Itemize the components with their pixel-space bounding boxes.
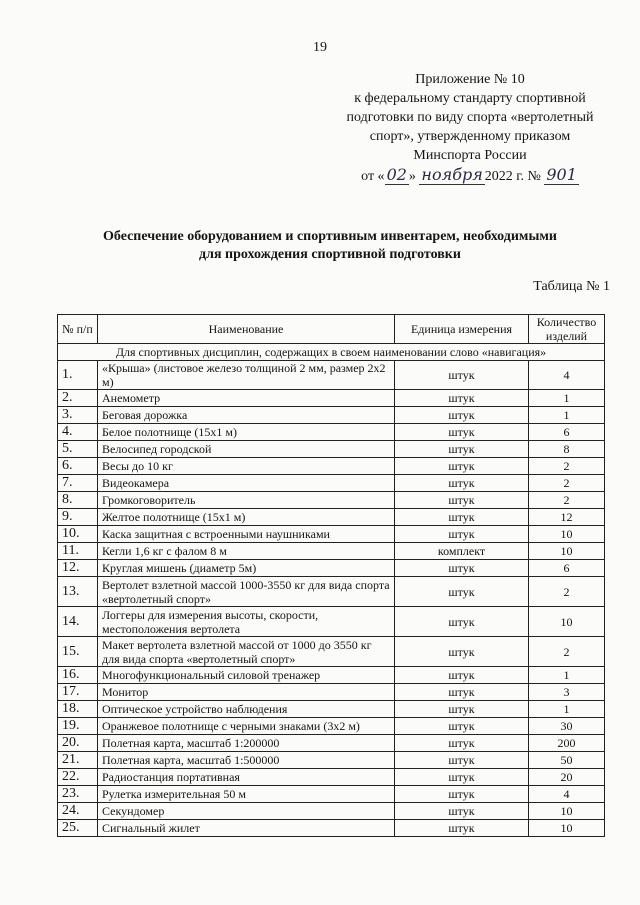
row-unit: штук <box>395 526 529 543</box>
order-mid: » <box>408 169 416 184</box>
row-number: 22. <box>58 769 98 786</box>
row-number: 13. <box>58 577 98 607</box>
table-row <box>58 475 605 492</box>
row-unit: штук <box>395 820 529 837</box>
row-name: Сигнальный жилет <box>98 820 395 837</box>
row-number: 19. <box>58 718 98 735</box>
table-row <box>58 390 605 407</box>
row-unit: штук <box>395 786 529 803</box>
row-name: Каска защитная с встроенными наушниками <box>98 526 395 543</box>
row-quantity: 200 <box>529 735 605 752</box>
row-quantity: 12 <box>529 509 605 526</box>
row-number: 16. <box>58 667 98 684</box>
order-line <box>320 165 620 186</box>
table-row <box>58 407 605 424</box>
row-name: Логгеры для измерения высоты, скорости, местоположения вертолета <box>98 607 395 637</box>
row-quantity: 2 <box>529 458 605 475</box>
row-number: 1. <box>58 361 98 390</box>
row-name: Анемометр <box>98 390 395 407</box>
table-header-row <box>58 315 605 344</box>
row-number: 8. <box>58 492 98 509</box>
row-unit: штук <box>395 735 529 752</box>
row-number: 17. <box>58 684 98 701</box>
row-number: 6. <box>58 458 98 475</box>
row-number: 3. <box>58 407 98 424</box>
row-quantity: 10 <box>529 543 605 560</box>
row-unit: штук <box>395 458 529 475</box>
row-unit: штук <box>395 509 529 526</box>
table-row <box>58 701 605 718</box>
row-number: 25. <box>58 820 98 837</box>
row-unit: штук <box>395 803 529 820</box>
title-line: Обеспечение оборудованием и спортивным инвентарем, необходимыми <box>103 229 557 244</box>
row-quantity: 20 <box>529 769 605 786</box>
row-name: Видеокамера <box>98 475 395 492</box>
header-qty: Количество изделий <box>529 315 605 344</box>
table-row <box>58 752 605 769</box>
table-row <box>58 684 605 701</box>
table-label: Таблица № 1 <box>533 279 610 294</box>
table-row <box>58 492 605 509</box>
row-unit: штук <box>395 361 529 390</box>
row-name: Велосипед городской <box>98 441 395 458</box>
appendix-line: к федеральному стандарту спортивной <box>354 91 586 106</box>
table-row <box>58 361 605 390</box>
order-prefix: от « <box>361 169 385 184</box>
header-unit: Единица измерения <box>395 315 529 344</box>
row-number: 4. <box>58 424 98 441</box>
table-row <box>58 667 605 684</box>
order-year: 2022 г. № <box>484 169 541 184</box>
header-name: Наименование <box>98 315 395 344</box>
row-number: 14. <box>58 607 98 637</box>
row-name: Кегли 1,6 кг с фалом 8 м <box>98 543 395 560</box>
row-name: Оранжевое полотнище с черными знаками (3x2 м) <box>98 718 395 735</box>
row-unit: штук <box>395 390 529 407</box>
row-unit: штук <box>395 407 529 424</box>
row-unit: штук <box>395 577 529 607</box>
table-row <box>58 424 605 441</box>
row-name: Монитор <box>98 684 395 701</box>
row-quantity: 2 <box>529 492 605 509</box>
row-number: 12. <box>58 560 98 577</box>
row-name: Оптическое устройство наблюдения <box>98 701 395 718</box>
title-line: для прохождения спортивной подготовки <box>199 247 461 262</box>
row-number: 21. <box>58 752 98 769</box>
row-number: 20. <box>58 735 98 752</box>
row-unit: штук <box>395 684 529 701</box>
page-number: 19 <box>313 40 327 55</box>
row-quantity: 10 <box>529 820 605 837</box>
table-row <box>58 820 605 837</box>
row-quantity: 6 <box>529 560 605 577</box>
row-unit: штук <box>395 701 529 718</box>
row-unit: штук <box>395 769 529 786</box>
row-name: Полетная карта, масштаб 1:200000 <box>98 735 395 752</box>
row-unit: штук <box>395 424 529 441</box>
row-unit: штук <box>395 475 529 492</box>
row-unit: штук <box>395 752 529 769</box>
table-row <box>58 441 605 458</box>
row-name: Весы до 10 кг <box>98 458 395 475</box>
row-quantity: 50 <box>529 752 605 769</box>
row-quantity: 10 <box>529 607 605 637</box>
section-row <box>58 344 605 361</box>
row-number: 2. <box>58 390 98 407</box>
table-row <box>58 543 605 560</box>
row-unit: штук <box>395 441 529 458</box>
row-name: Вертолет взлетной массой 1000-3550 кг для вида спорта «вертолетный спорт» <box>98 577 395 607</box>
row-unit: штук <box>395 667 529 684</box>
appendix-line: Минспорта России <box>413 148 527 163</box>
row-unit: комплект <box>395 543 529 560</box>
row-unit: штук <box>395 492 529 509</box>
row-quantity: 6 <box>529 424 605 441</box>
row-quantity: 4 <box>529 786 605 803</box>
table-row <box>58 458 605 475</box>
order-day: 02 <box>386 165 407 184</box>
row-quantity: 30 <box>529 718 605 735</box>
row-name: Радиостанция портативная <box>98 769 395 786</box>
row-quantity: 1 <box>529 390 605 407</box>
table-row <box>58 637 605 667</box>
row-name: Беговая дорожка <box>98 407 395 424</box>
row-number: 5. <box>58 441 98 458</box>
document-title <box>40 228 620 264</box>
equipment-table <box>57 314 605 837</box>
table-row <box>58 718 605 735</box>
row-name: Секундомер <box>98 803 395 820</box>
table-row <box>58 577 605 607</box>
row-quantity: 3 <box>529 684 605 701</box>
row-number: 24. <box>58 803 98 820</box>
row-number: 11. <box>58 543 98 560</box>
row-unit: штук <box>395 718 529 735</box>
row-name: Макет вертолета взлетной массой от 1000 до 3550 кг для вида спорта «вертолетный спорт» <box>98 637 395 667</box>
row-number: 18. <box>58 701 98 718</box>
row-name: «Крыша» (листовое железо толщиной 2 мм, размер 2x2 м) <box>98 361 395 390</box>
row-name: Белое полотнище (15x1 м) <box>98 424 395 441</box>
header-num: № п/п <box>58 315 98 344</box>
row-unit: штук <box>395 607 529 637</box>
table-row <box>58 735 605 752</box>
appendix-block <box>320 70 620 186</box>
row-name: Рулетка измерительная 50 м <box>98 786 395 803</box>
row-quantity: 10 <box>529 526 605 543</box>
row-number: 15. <box>58 637 98 667</box>
row-quantity: 4 <box>529 361 605 390</box>
table-row <box>58 526 605 543</box>
row-number: 9. <box>58 509 98 526</box>
row-quantity: 1 <box>529 407 605 424</box>
row-quantity: 10 <box>529 803 605 820</box>
table-row <box>58 769 605 786</box>
appendix-line: спорт», утвержденному приказом <box>369 129 571 144</box>
row-number: 10. <box>58 526 98 543</box>
row-name: Громкоговоритель <box>98 492 395 509</box>
table-row <box>58 607 605 637</box>
table-row <box>58 803 605 820</box>
row-unit: штук <box>395 637 529 667</box>
row-number: 23. <box>58 786 98 803</box>
row-name: Полетная карта, масштаб 1:500000 <box>98 752 395 769</box>
row-quantity: 2 <box>529 637 605 667</box>
row-number: 7. <box>58 475 98 492</box>
row-quantity: 1 <box>529 701 605 718</box>
table-row <box>58 509 605 526</box>
row-quantity: 2 <box>529 577 605 607</box>
table-row <box>58 560 605 577</box>
row-name: Многофункциональный силовой тренажер <box>98 667 395 684</box>
order-number: 901 <box>546 165 577 184</box>
appendix-line: Приложение № 10 <box>415 72 525 87</box>
row-name: Круглая мишень (диаметр 5м) <box>98 560 395 577</box>
order-month: ноября <box>421 165 483 184</box>
row-unit: штук <box>395 560 529 577</box>
row-quantity: 1 <box>529 667 605 684</box>
section-title: Для спортивных дисциплин, содержащих в своем наименовании слово «навигация» <box>58 344 605 361</box>
appendix-line: подготовки по виду спорта «вертолетный <box>346 110 594 125</box>
row-name: Желтое полотнище (15x1 м) <box>98 509 395 526</box>
row-quantity: 2 <box>529 475 605 492</box>
table-row <box>58 786 605 803</box>
row-quantity: 8 <box>529 441 605 458</box>
